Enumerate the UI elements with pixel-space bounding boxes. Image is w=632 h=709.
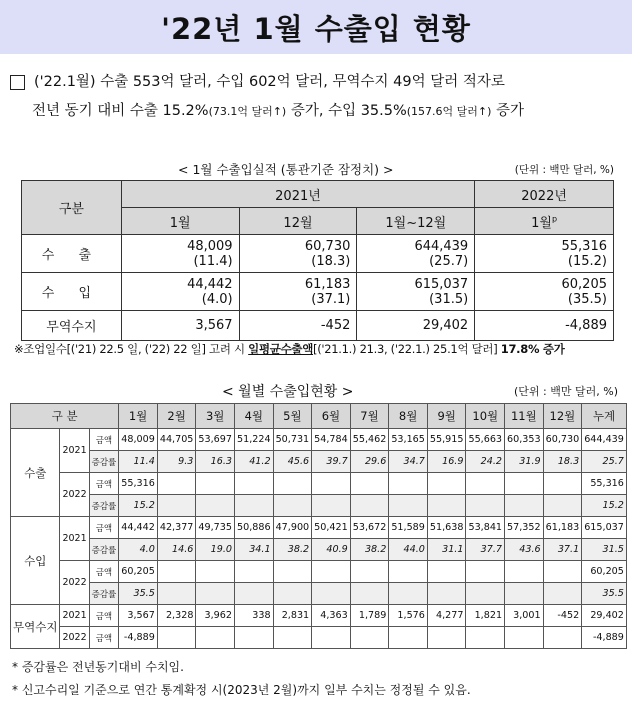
table1-header-gubun: 구분: [22, 181, 122, 235]
cell: 35.5: [119, 583, 158, 605]
cell: 53,697: [196, 429, 235, 451]
row-measure-label: 증감률: [89, 451, 119, 473]
table-row: [11, 583, 627, 605]
table-row: [11, 539, 627, 561]
cell: [157, 495, 196, 517]
summary-text-2c: 증가, 수입 35.5%: [286, 103, 407, 119]
cell: [505, 627, 544, 649]
cell: [466, 495, 505, 517]
cell: 34.7: [389, 451, 428, 473]
summary-text-1: ('22.1월) 수출 553억 달러, 수입 602억 달러, 무역수지 49억 달러 적자로: [34, 74, 505, 90]
cell: [273, 473, 312, 495]
table2-header-cell: 12월: [543, 404, 582, 429]
cell: 38.2: [273, 539, 312, 561]
row-measure-label: 금액: [89, 605, 119, 627]
table2-header-cell: 누계: [582, 404, 627, 429]
cell: [350, 561, 389, 583]
cell: 40.9: [312, 539, 351, 561]
summary: [10, 68, 625, 126]
cell: [157, 473, 196, 495]
cell: 644,439 (25.7): [357, 235, 475, 273]
cell: 338: [235, 605, 274, 627]
table1-row-balance: [22, 311, 614, 341]
table1-header-dec: 12월: [239, 208, 357, 235]
cell: 45.6: [273, 451, 312, 473]
cell: 53,165: [389, 429, 428, 451]
cell: 43.6: [505, 539, 544, 561]
table2-header-cell: 9월: [427, 404, 466, 429]
table-row: [11, 451, 627, 473]
cell: [312, 473, 351, 495]
page-title: '22년 1월 수출입 현황: [161, 11, 471, 46]
cell: 44.0: [389, 539, 428, 561]
cell: 644,439: [582, 429, 627, 451]
cell: [427, 495, 466, 517]
cell: [235, 583, 274, 605]
footer-note-1: * 증감률은 전년동기대비 수치임.: [12, 660, 184, 674]
cell: 35.5: [582, 583, 627, 605]
table2-header-cell: 11월: [505, 404, 544, 429]
row-label: 수 입: [22, 273, 122, 311]
cell: 60,205: [582, 561, 627, 583]
row-year-label: 2021: [60, 429, 89, 473]
table2-header-cell: 7월: [350, 404, 389, 429]
cell: 34.1: [235, 539, 274, 561]
cell: 37.1: [543, 539, 582, 561]
cell: 53,672: [350, 517, 389, 539]
cell: 1,576: [389, 605, 428, 627]
table-row: [11, 627, 627, 649]
table1-caption: < 1월 수출입실적 (통관기준 잠정치) >: [178, 162, 394, 177]
cell: [235, 561, 274, 583]
cell: [273, 627, 312, 649]
cell: 61,183 (37.1): [239, 273, 357, 311]
row-measure-label: 금액: [89, 561, 119, 583]
cell: [312, 583, 351, 605]
cell: 60,205 (35.5): [475, 273, 614, 311]
cell: 29.6: [350, 451, 389, 473]
table2-caption-row: [0, 381, 632, 401]
cell: 50,731: [273, 429, 312, 451]
cell: 49,735: [196, 517, 235, 539]
table2-header-cell: 3월: [196, 404, 235, 429]
cell: 44,442: [119, 517, 158, 539]
cell: 18.3: [543, 451, 582, 473]
row-year-label: 2021: [60, 605, 89, 627]
cell: 51,224: [235, 429, 274, 451]
cell: 48,009 (11.4): [121, 235, 239, 273]
cell: 15.2: [582, 495, 627, 517]
cell: [466, 561, 505, 583]
table2-header-cell: 1월: [119, 404, 158, 429]
cell: 1,821: [466, 605, 505, 627]
cell: 51,638: [427, 517, 466, 539]
row-year-label: 2022: [60, 561, 89, 605]
cell: [196, 473, 235, 495]
table2-header-cell: 4월: [235, 404, 274, 429]
table1-row-imports: [22, 273, 614, 311]
cell: 615,037 (31.5): [357, 273, 475, 311]
cell: -4,889: [582, 627, 627, 649]
cell: [235, 473, 274, 495]
cell: [543, 561, 582, 583]
table2-header-gubun: 구 분: [11, 404, 119, 429]
cell: 38.2: [350, 539, 389, 561]
cell: [427, 583, 466, 605]
cell: [505, 473, 544, 495]
table2-header-cell: 6월: [312, 404, 351, 429]
cell: [273, 583, 312, 605]
cell: [389, 473, 428, 495]
cell: [543, 495, 582, 517]
table-row: [11, 605, 627, 627]
cell: 3,001: [505, 605, 544, 627]
row-year-label: 2022: [60, 473, 89, 517]
table-row: [11, 517, 627, 539]
cell: 55,915: [427, 429, 466, 451]
cell: [505, 561, 544, 583]
cell: 47,900: [273, 517, 312, 539]
row-label: 수 출: [22, 235, 122, 273]
monthly-table: [10, 403, 627, 649]
row-label: 무역수지: [22, 311, 122, 341]
cell: 15.2: [119, 495, 158, 517]
table1-header-2021: 2021년: [121, 181, 474, 208]
cell: [427, 627, 466, 649]
table2-caption: < 월별 수출입현황 >: [222, 384, 354, 400]
row-group-label: 수출: [11, 429, 60, 517]
footer-note-2: * 신고수리일 기준으로 연간 통계확정 시(2023년 2월)까지 일부 수치는 정정될 수 있음.: [12, 683, 471, 697]
cell: [312, 561, 351, 583]
cell: 55,316 (15.2): [475, 235, 614, 273]
cell: [350, 495, 389, 517]
table1-header-jan: 1월: [121, 208, 239, 235]
cell: 41.2: [235, 451, 274, 473]
cell: 4.0: [119, 539, 158, 561]
row-group-label: 수입: [11, 517, 60, 605]
table1-note: ※조업일수[('21) 22.5 일, ('22) 22 일] 고려 시 일평균수출액[('21.1.) 21.3, ('22.1.) 25.1억 달러] 17.8% 증가: [14, 342, 565, 356]
cell: 37.7: [466, 539, 505, 561]
cell: [273, 561, 312, 583]
cell: 50,421: [312, 517, 351, 539]
row-year-label: 2021: [60, 517, 89, 561]
cell: [196, 627, 235, 649]
row-measure-label: 금액: [89, 473, 119, 495]
cell: 48,009: [119, 429, 158, 451]
cell: 55,462: [350, 429, 389, 451]
cell: [389, 561, 428, 583]
table-row: [11, 429, 627, 451]
row-measure-label: 증감률: [89, 539, 119, 561]
cell: 60,730 (18.3): [239, 235, 357, 273]
cell: 44,442 (4.0): [121, 273, 239, 311]
cell: [466, 627, 505, 649]
table2-header-cell: 8월: [389, 404, 428, 429]
cell: [273, 495, 312, 517]
row-measure-label: 금액: [89, 517, 119, 539]
table-row: [11, 495, 627, 517]
cell: [505, 495, 544, 517]
cell: [196, 495, 235, 517]
cell: 50,886: [235, 517, 274, 539]
cell: [427, 473, 466, 495]
table1-row-exports: [22, 235, 614, 273]
cell: 31.1: [427, 539, 466, 561]
cell: 24.2: [466, 451, 505, 473]
cell: 61,183: [543, 517, 582, 539]
cell: 25.7: [582, 451, 627, 473]
cell: 54,784: [312, 429, 351, 451]
summary-line-1: [10, 68, 625, 97]
row-group-label: 무역수지: [11, 605, 60, 649]
cell: -452: [543, 605, 582, 627]
table-row: [11, 473, 627, 495]
cell: 55,316: [119, 473, 158, 495]
row-measure-label: 증감률: [89, 495, 119, 517]
title-banner: [0, 0, 632, 54]
cell: [543, 473, 582, 495]
cell: 3,567: [119, 605, 158, 627]
cell: 9.3: [157, 451, 196, 473]
cell: 39.7: [312, 451, 351, 473]
table2-header-cell: 5월: [273, 404, 312, 429]
summary-text-2d: (157.6억 달러↑): [406, 105, 492, 118]
cell: 60,353: [505, 429, 544, 451]
cell: -452: [239, 311, 357, 341]
table2-header-cell: 2월: [157, 404, 196, 429]
cell: [427, 561, 466, 583]
cell: -4,889: [119, 627, 158, 649]
monthly-jan-table: [21, 180, 614, 341]
cell: [235, 495, 274, 517]
cell: [543, 583, 582, 605]
cell: 14.6: [157, 539, 196, 561]
cell: 3,567: [121, 311, 239, 341]
cell: 19.0: [196, 539, 235, 561]
table1-header-jan-p: 1월$^p$: [475, 208, 614, 235]
table-row: [11, 561, 627, 583]
table2-header-cell: 10월: [466, 404, 505, 429]
table1-header-range: 1월~12월: [357, 208, 475, 235]
cell: 31.9: [505, 451, 544, 473]
table1-header-2022: 2022년: [475, 181, 614, 208]
cell: 2,328: [157, 605, 196, 627]
cell: [466, 473, 505, 495]
cell: -4,889: [475, 311, 614, 341]
cell: 42,377: [157, 517, 196, 539]
cell: 55,663: [466, 429, 505, 451]
cell: 29,402: [357, 311, 475, 341]
cell: [466, 583, 505, 605]
cell: [312, 495, 351, 517]
cell: [505, 583, 544, 605]
footer-notes: [12, 656, 471, 702]
cell: 3,962: [196, 605, 235, 627]
row-year-label: 2022: [60, 627, 89, 649]
cell: [157, 583, 196, 605]
table2-header-row: [11, 404, 627, 429]
cell: 4,277: [427, 605, 466, 627]
cell: [350, 583, 389, 605]
cell: [157, 561, 196, 583]
cell: 2,831: [273, 605, 312, 627]
cell: [350, 627, 389, 649]
summary-text-2e: 증가: [491, 103, 525, 119]
summary-text-2b: (73.1억 달러↑): [208, 105, 287, 118]
table1-caption-row: [0, 160, 632, 178]
cell: 53,841: [466, 517, 505, 539]
cell: 57,352: [505, 517, 544, 539]
cell: [312, 627, 351, 649]
cell: [196, 583, 235, 605]
cell: 60,730: [543, 429, 582, 451]
cell: [196, 561, 235, 583]
cell: 55,316: [582, 473, 627, 495]
cell: 44,705: [157, 429, 196, 451]
cell: [389, 583, 428, 605]
row-measure-label: 금액: [89, 429, 119, 451]
cell: 60,205: [119, 561, 158, 583]
cell: 51,589: [389, 517, 428, 539]
row-measure-label: 금액: [89, 627, 119, 649]
cell: [235, 627, 274, 649]
table1-unit: (단위 : 백만 달러, %): [514, 164, 614, 176]
cell: [389, 627, 428, 649]
cell: 1,789: [350, 605, 389, 627]
cell: 615,037: [582, 517, 627, 539]
checkbox-icon: [10, 75, 25, 90]
cell: [157, 627, 196, 649]
cell: [350, 473, 389, 495]
cell: 16.3: [196, 451, 235, 473]
cell: 11.4: [119, 451, 158, 473]
row-measure-label: 증감률: [89, 583, 119, 605]
table2-unit: (단위 : 백만 달러, %): [514, 385, 618, 398]
summary-text-2a: 전년 동기 대비 수출 15.2%: [32, 103, 209, 119]
cell: 31.5: [582, 539, 627, 561]
cell: [389, 495, 428, 517]
summary-line-2: [10, 97, 625, 126]
cell: 29,402: [582, 605, 627, 627]
cell: [543, 627, 582, 649]
cell: 4,363: [312, 605, 351, 627]
cell: 16.9: [427, 451, 466, 473]
